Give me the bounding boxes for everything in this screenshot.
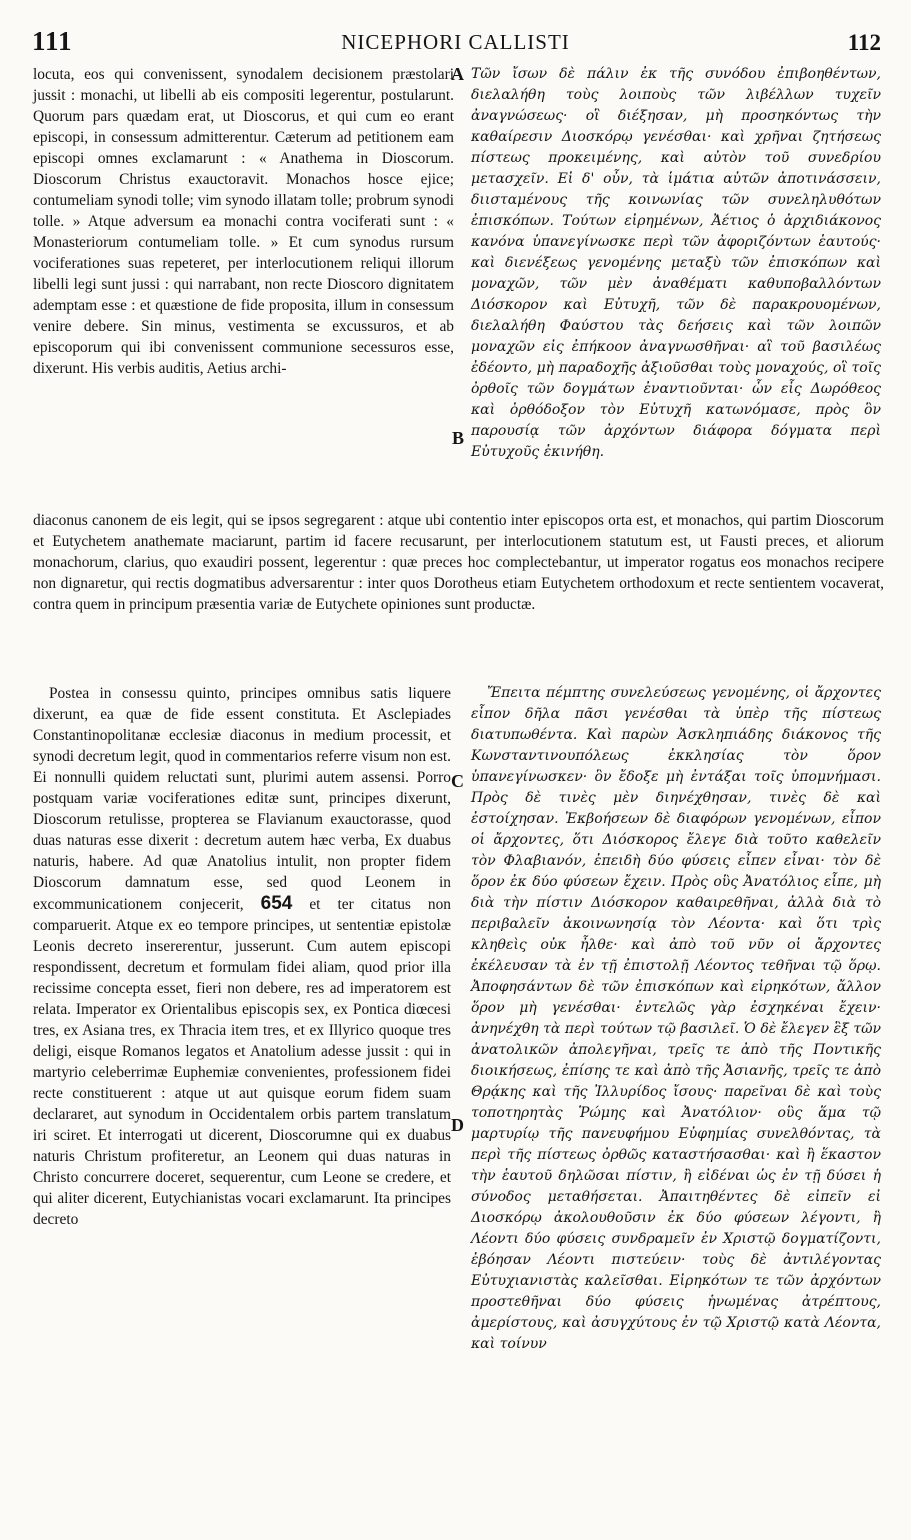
running-title: NICEPHORI CALLISTI (341, 30, 570, 54)
page-number-right: 112 (847, 30, 881, 55)
latin-full-width-block (33, 510, 884, 674)
margin-marker-c: C (451, 771, 464, 791)
latin-column-bottom (33, 683, 451, 1523)
greek-paragraph: Τῶν ἴσων δὲ πάλιν ἐκ τῆς συνόδου ἐπιβοηθέντων, διελαλήθη τοὺς λοιποὺς τῶν λιβέλλων τυχεῖν ἀναγνώσεως· οἳ διέξησαν, μὴ προσηκόντως τὴν καθαίρεσιν Διοσκόρῳ γενέσθαι· καὶ χρῆναι ζητήσεως πίστεως προκειμένης, καὶ αὐτὸν τοῦ συνεδρίου μετασχεῖν. Εἰ δ' οὖν, τὰ ἱμάτια αὐτῶν ἀποτινάσσειν, διισταμένους τῆς κοινωνίας τῶν συνεληλυθότων ἐπισκόπων. Τούτων εἰρημένων, Ἀέτιος ὁ ἀρχιδιάκονος κανόνα ὑπανεγίνωσκε περὶ τῶν ἀφοριζόντων ἑαυτούς· καὶ διενέξεως γενομένης μεταξὺ τῶν ἐπισκόπων καὶ μοναχῶν, τῶν μὲν ἀναθέματι καθυποβαλλόντων Διόσκορον καὶ Εὐτυχῆ, τῶν δὲ παρακρουομένων, διελαλήθη Φαύστου τὰς δεήσεις καὶ τῶν λοιπῶν μοναχῶν εἰς ἐπήκοον ἀναγνωσθῆναι· αἳ τοῦ βασιλέως ἐδέοντο, μὴ παραδοχῆς ἀξιοῦσθαι τοὺς μοναχούς, οἳ τοῖς ὀρθοῖς τῶν δογμάτων ἐναντιοῦνται· ὧν εἷς Δωρόθεος καὶ ὀρθόδοξον τὸν Εὐτυχῆ κατωνόμασε, πρὸς ὃν παρουσίᾳ τῶν ἀρχόντων διάφορα δόγματα περὶ Εὐτυχοῦς ἐκινήθη. (471, 66, 881, 460)
latin-paragraph: diaconus canonem de eis legit, qui se ipsos segregarent : atque ubi contentio inter episcopos orta est, et monachos, qui partim Dioscorum et Eutychetem anathemate maciarunt, partim id facere recusarunt, per interlocutionem statutum est, ut Fausti preces, et aliorum monachorum, clarius, quo exaudiri possent, legerentur : quæ preces hoc complectebantur, ut imperator rogatus eos monachos recipere non dignaretur, qui rectis dogmatibus adversarentur : inter quos Dorotheus etiam Eutychetem orthodoxum et recte sentientem vocaverat, contra quem in principum præsentia variæ de Eutychete opiniones sunt productæ. (33, 512, 884, 613)
latin-column-top (33, 64, 454, 504)
margin-marker-a: A (451, 64, 464, 84)
greek-paragraph: Ἔπειτα πέμπτης συνελεύσεως γενομένης, οἱ ἄρχοντες εἶπον δῆλα πᾶσι γενέσθαι τὰ ὑπὲρ τῆς πίστεως διατυπωθέντα. Καὶ παρὼν Ἀσκληπιάδης διάκονος τῆς Κωνσταντινουπόλεως ἐκκλησίας τὸν ὅρον ὑπανεγίνωσκεν· ὃν ἔδοξε μὴ ἐντάξαι τοῖς ὑπομνήμασι. Πρὸς δὲ τινὲς μὲν διηνέχθησαν, τινὲς δὲ καὶ ἐστοίχησαν. Ἐκβοήσεων δὲ διαφόρων γενομένων, εἶπον οἱ ἄρχοντες, ὅτι Διόσκορος ἔλεγε διὰ τοῦτο καθελεῖν τὸν Φλαβιανόν, ἐπειδὴ δύο φύσεις εἶπεν εἶναι· τὸν δὲ ὅρον ἐκ δύο φύσεων ἔχειν. Πρὸς οὓς Ἀνατόλιος εἶπε, μὴ διὰ τὴν πίστιν Διόσκορον καθαιρεθῆναι, ἀλλὰ διὰ τὸ περιβαλεῖν ἀκοινωνησίᾳ τὸν Λέοντα· καὶ ὅτι τρὶς κληθεὶς οὐκ ἦλθε· καὶ ἀπὸ τοῦ νῦν οἱ ἄρχοντες ἐκέλευσαν τὰ ἐν τῇ ἐπιστολῇ Λέοντος τεθῆναι τῷ ὅρῳ. Ἀποφησάντων δὲ τῶν ἐπισκόπων καὶ εἰρηκότων, ἄλλον ὅρον μὴ γενέσθαι· ἐντελῶς γὰρ ἐσχηκέναι ἔχειν· ἀνηνέχθη τὰ περὶ τούτων τῷ βασιλεῖ. Ὁ δὲ ἔλεγεν ἓξ τῶν ἀνατολικῶν ἀπολεγῆναι, τρεῖς τε ἀπὸ τῆς Ποντικῆς διοικήσεως, ἐπίσης τε καὶ ἀπὸ τῆς Ἀσιανῆς, τρεῖς τε ἀπὸ Θρᾴκης καὶ τῆς Ἰλλυρίδος ἴσους· παρεῖναι δὲ καὶ τοὺς τοποτηρητὰς Ῥώμης καὶ Ἀνατόλιον· οὓς ἅμα τῷ μαρτυρίῳ τῆς πανευφήμου Εὐφημίας συνελθόντας, τὰ περὶ τῆς πίστεως ὀρθῶς καταστήσασθαι· καὶ ἢ ἕκαστον τὴν ἑαυτοῦ δηλῶσαι πίστιν, ἢ εἰδέναι ὡς ἐν τῇ δύσει ἡ σύνοδος μεταθήσεται. Ἀπαιτηθέντες δὲ εἰπεῖν εἰ Διοσκόρῳ ἀκολουθοῦσιν ἐκ δύο φύσεων λέγοντι, ἢ Λέοντι δύο φύσεις συνδραμεῖν ἐν Χριστῷ δογματίζοντι, ἐβόησαν Λέοντι πιστεύειν· τοὺς δὲ ἀντιλέγοντας Εὐτυχιανιστὰς καλεῖσθαι. Εἰρηκότων τε τῶν ἀρχόντων προστεθῆναι δύο φύσεις ἡνωμένας ἀτρέπτους, ἀμερίστους, καὶ ἀσυγχύτους ἐν τῷ Χριστῷ κατὰ Λέοντα, καὶ τοίνυν (471, 685, 881, 1352)
latin-paragraph (33, 683, 451, 1230)
latin-paragraph: locuta, eos qui convenissent, synodalem decisionem præstolari jussit : monachi, ut libelli ab eis compositi legerentur, postularunt. Quorum pars quædam erat, ut Dioscorus, et qui cum eo erant episcopi, in consessum admitterentur. Cæterum ad petitionem eam episcopi omnes exclamarunt : « Anathema in Dioscorum. Dioscorum Christus exauctoravit. Monachos hosce ejice; contumeliam synodi tolle; vim synodo illatam tolle; probrum synodi tolle. » Atque adversum ea monachi contra vociferati sunt : « Monasteriorum contumeliam tolle. » Et cum synodus rursum vociferationes suas repeteret, per interlocutionem reliqui illorum libelli legi sunt jussi : qui narrabant, non recte Dioscoro dignitatem ademptam esse : et quæstione de fide proposita, illum in consessum venire debere. Sin minus, vestimenta se excussuros, et ab episcoporum qui ibi convenissent communione secessuros esse, dixerunt. His verbis auditis, Aetius archi- (33, 66, 454, 377)
margin-marker-b: B (452, 428, 465, 448)
page-header (0, 26, 911, 62)
page-number-left: 111 (32, 26, 73, 56)
latin-text-part-a: Postea in consessu quinto, principes omnibus satis liquere dixerunt, ea quæ de fide essent constituta. Et Asclepiades Constantinopolitanæ ecclesiæ diaconus in medium processit, et synodi decretum legit, quod in commentarios referre visum non est. Ei nonnulli quidem reluctati sunt, plurimi autem assensi. Porro postquam variæ vociferationes editæ sunt, principes dixerunt, Dioscorum retulisse, propterea se Flavianum exauctorasse, quod duas naturas esse dixerit : decretum autem hæc verba, Ex duabus naturis, habere. Ad quæ Anatolius intulit, non propter fidem Dioscorum damnatum esse, sed quod Leonem in excommunicationem conjecerit, (33, 685, 451, 913)
greek-column-top (471, 64, 881, 504)
greek-column-bottom (471, 683, 881, 1523)
column-number: 654 (260, 893, 293, 914)
margin-marker-d: D (451, 1115, 464, 1135)
latin-text-part-b: et ter citatus non comparuerit. Atque ex eo tempore principes, ut sententiæ epistolæ Leonis decreto insererentur, jusserunt. Cum autem episcopi respondissent, decretum et formulam fidei aliam, quod prior illa recissime concepta esset, fieri non debere, res ad imperatorem est relata. Imperator ex Orientalibus episcopis sex, ex Pontica diœcesi tres, ex Asiana tres, ex Thracia item tres, et ex Illyrico quoque tres deligi, eisque Romanos legatos et Anatolium adesse jussit : qui in martyrio celeberrimæ Euphemiæ convenientes, professionem fidei recte constituerent : atque ut aut quisque eorum fidem suam declararet, aut synodum in Occidentalem orbis partem translatum iri sciret. Et interrogati ut dicerent, Dioscorumne qui ex duabus naturis Christum profiteretur, an Leonem qui duas naturas in Christo concurrere doceret, sequerentur, cum Leone se credere, et qui aliter dicerent, Eutychianistas vocari exclamarunt. Ita principes decreto (33, 896, 451, 1228)
